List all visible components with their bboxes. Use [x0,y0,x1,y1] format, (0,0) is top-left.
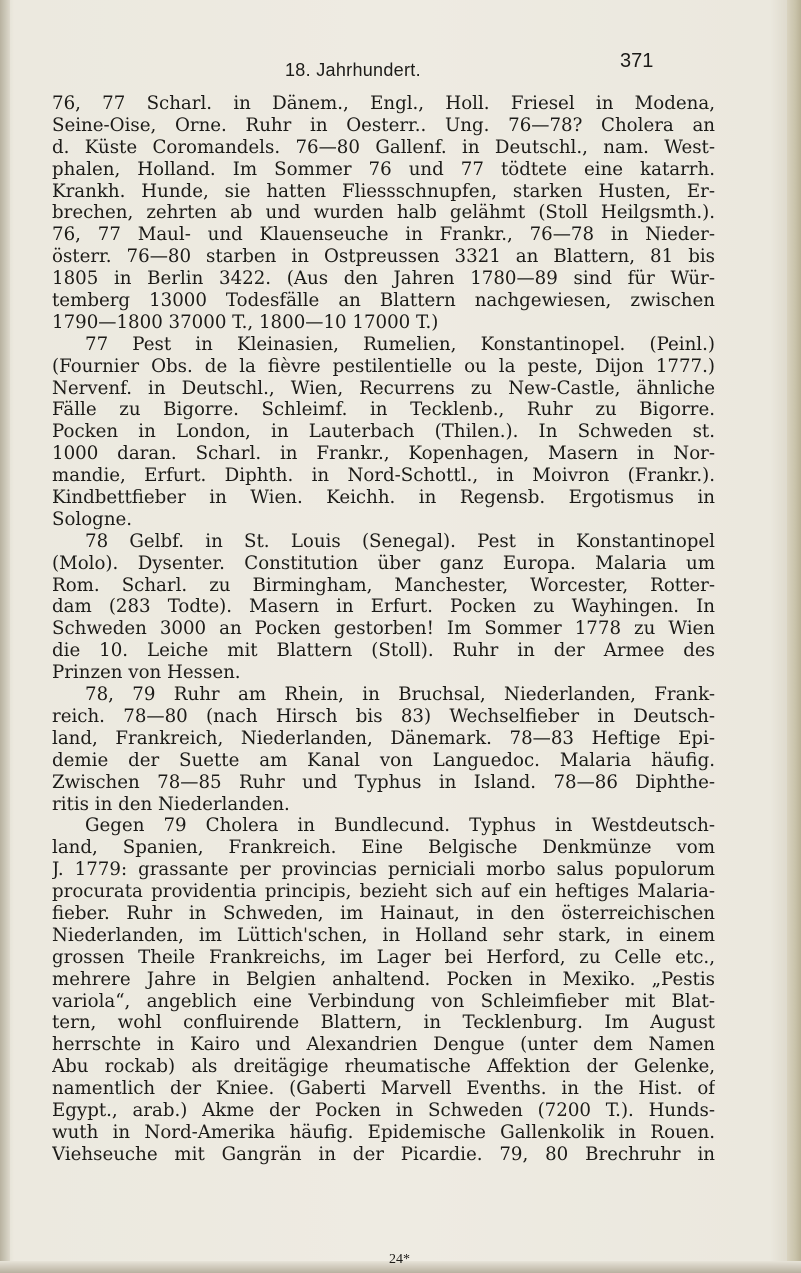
text-line: österr. 76—80 starben in Ostpreussen 3321 an Blattern, 81 bis [52,246,715,268]
text-line: 1790—1800 37000 T., 1800—10 17000 T.) [52,311,439,333]
text-line: mehrere Jahre in Belgien anhaltend. Pocken in Mexiko. „Pestis [52,968,715,990]
text-line: phalen, Holland. Im Sommer 76 und 77 tödtete eine katarrh. [52,158,715,180]
text-line: Viehseuche mit Gangrän in der Picardie. 79, 80 Brechruhr in [52,1143,715,1165]
text-line: herrschte in Kairo und Alexandrien Dengue (unter dem Namen [52,1034,715,1056]
text-line: temberg 13000 Todesfälle an Blattern nachgewiesen, zwischen [52,290,715,312]
text-line: 77 Pest in Kleinasien, Rumelien, Konstantinopel. (Peinl.) [85,333,715,355]
text-line: procurata providentia principis, bezieht sich auf ein heftiges Malaria- [52,881,715,903]
text-line: d. Küste Coromandels. 76—80 Gallenf. in Deutschl., nam. West- [52,136,715,158]
text-line: grossen Theile Frankreichs, im Lager bei Herford, zu Celle etc., [52,946,715,968]
page-number: 371 [620,50,654,72]
signature-mark: 24* [389,1252,410,1267]
text-line: die 10. Leiche mit Blattern (Stoll). Ruhr in der Armee des [52,640,715,662]
running-head: 18. Jahrhundert. [285,60,421,80]
text-line: Abu rockab) als dreitägige rheumatische Affektion der Gelenke, [52,1056,715,1078]
page-gutter-shadow [0,0,10,1273]
text-line: 1000 daran. Scharl. in Frankr., Kopenhagen, Masern in Nor- [52,443,715,465]
text-line: ritis in den Niederlanden. [52,793,290,815]
text-line: land, Frankreich, Niederlanden, Dänemark. 78—83 Heftige Epi- [52,727,715,749]
text-line: Schweden 3000 an Pocken gestorben! Im Sommer 1778 zu Wien [52,618,715,640]
text-line: mandie, Erfurt. Diphth. in Nord-Schottl., in Moivron (Frankr.). [52,465,715,487]
text-line: Krankh. Hunde, sie hatten Fliessschnupfen, starken Husten, Er- [52,180,715,202]
body-text [52,93,715,1188]
text-line: 78 Gelbf. in St. Louis (Senegal). Pest in Konstantinopel [85,530,715,552]
page-edge-shadow [787,0,801,1273]
text-line: Fälle zu Bigorre. Schleimf. in Tecklenb., Ruhr zu Bigorre. [52,399,715,421]
text-line: dam (283 Todte). Masern in Erfurt. Pocken zu Wayhingen. In [52,596,715,618]
text-line: land, Spanien, Frankreich. Eine Belgische Denkmünze vom [52,837,715,859]
text-line: 76, 77 Scharl. in Dänem., Engl., Holl. Friesel in Modena, [52,93,715,114]
text-line: tern, wohl confluirende Blattern, in Tecklenburg. Im August [52,1012,715,1034]
text-line: 1805 in Berlin 3422. (Aus den Jahren 1780—89 sind für Wür- [52,268,715,290]
text-line: namentlich der Kniee. (Gaberti Marvell Evenths. in the Hist. of [52,1078,715,1100]
text-line: Egypt., arab.) Akme der Pocken in Schweden (7200 T.). Hunds- [52,1099,715,1121]
text-line: wuth in Nord-Amerika häufig. Epidemische Gallenkolik in Rouen. [52,1121,715,1143]
text-line: Zwischen 78—85 Ruhr und Typhus in Island. 78—86 Diphthe- [52,771,715,793]
text-line: 78, 79 Ruhr am Rhein, in Bruchsal, Niederlanden, Frank- [85,684,715,706]
text-line: Kindbettfieber in Wien. Keichh. in Regensb. Ergotismus in [52,487,715,509]
text-line: 76, 77 Maul- und Klauenseuche in Frankr., 76—78 in Nieder- [52,224,715,246]
text-line [52,1166,715,1188]
text-line: reich. 78—80 (nach Hirsch bis 83) Wechselfieber in Deutsch- [52,705,715,727]
text-line: fieber. Ruhr in Schweden, im Hainaut, in den österreichischen [52,902,715,924]
text-line: Prinzen von Hessen. [52,662,241,684]
text-line: Gegen 79 Cholera in Bundlecund. Typhus in Westdeutsch- [85,815,715,837]
text-line: Sologne. [52,508,133,530]
text-line: (Molo). Dysenter. Constitution über ganz Europa. Malaria um [52,552,715,574]
text-line: (Fournier Obs. de la fièvre pestilentielle ou la peste, Dijon 1777.) [52,355,715,377]
text-line: Niederlanden, im Lüttich'schen, in Holland sehr stark, in einem [52,924,715,946]
text-line: variola“, angeblich eine Verbindung von Schleimfieber mit Blat- [52,990,715,1012]
text-line: J. 1779: grassante per provincias perniciali morbo salus populorum [52,859,715,881]
page-header [0,50,801,78]
text-line: brechen, zehrten ab und wurden halb gelähmt (Stoll Heilgsmth.). [52,202,715,224]
text-line: Rom. Scharl. zu Birmingham, Manchester, Worcester, Rotter- [52,574,715,596]
text-line: Pocken in London, in Lauterbach (Thilen.). In Schweden st. [52,421,715,443]
text-line: Nervenf. in Deutschl., Wien, Recurrens zu New-Castle, ähnliche [52,377,715,399]
text-line: Seine-Oise, Orne. Ruhr in Oesterr.. Ung. 76—78? Cholera an [52,114,715,136]
text-line: demie der Suette am Kanal von Languedoc. Malaria häufig. [52,749,715,771]
